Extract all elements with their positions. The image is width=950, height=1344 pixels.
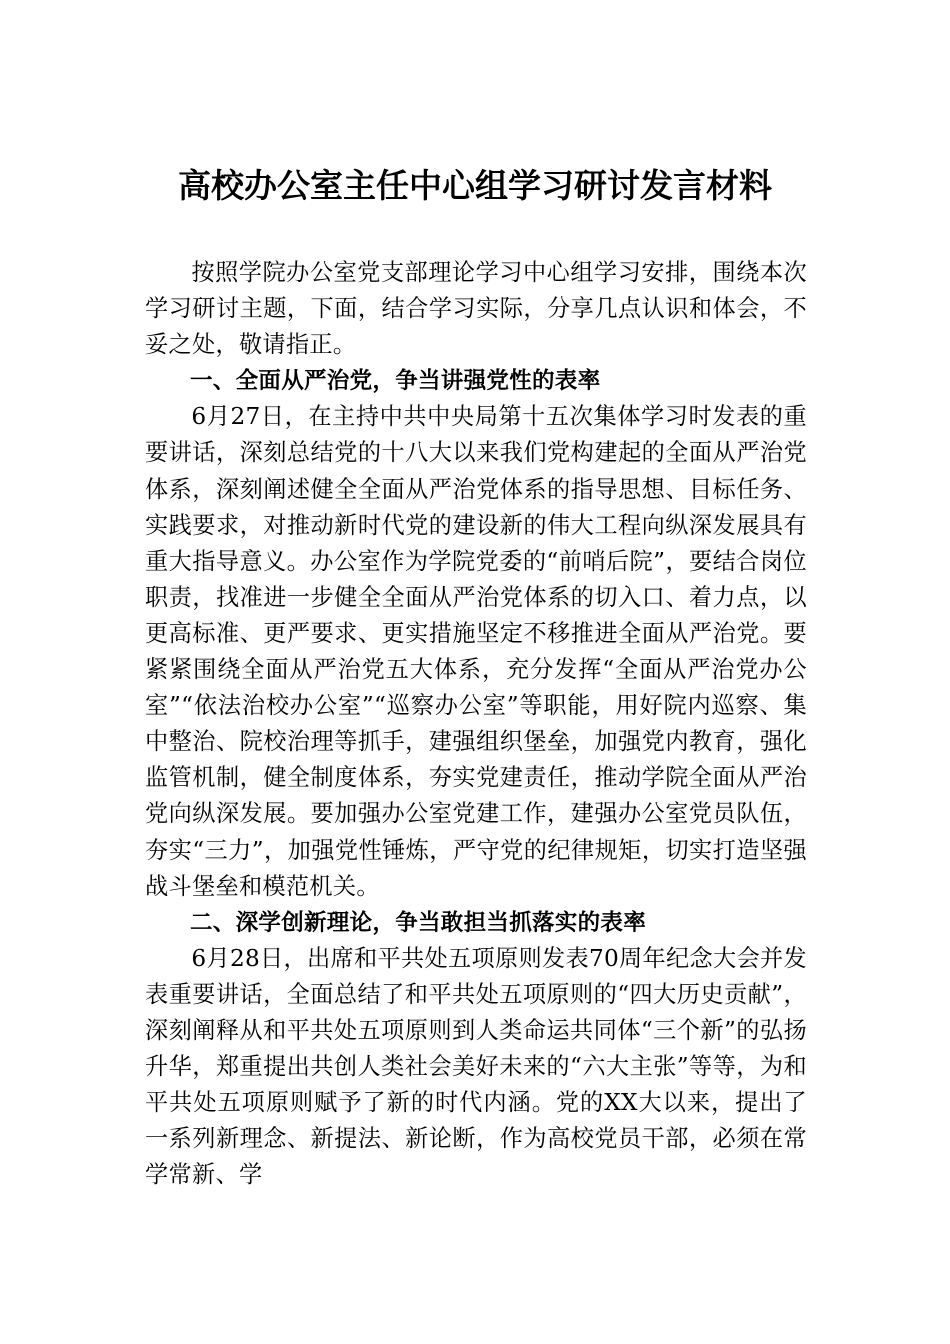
document-body: [145, 255, 807, 1193]
section-1-paragraph: 6月27日，在主持中共中央局第十五次集体学习时发表的重要讲话，深刻总结党的十八大以来我们党构建起的全面从严治党体系，深刻阐述健全全面从严治党体系的指导思想、目标任务、实践要求，对推动新时代党的建设新的伟大工程向纵深发展具有重大指导意义。办公室作为学院党委的“前哨后院”，要结合岗位职责，找准进一步健全全面从严治党体系的切入口、着力点，以更高标准、更严要求、更实措施坚定不移推进全面从严治党。要紧紧围绕全面从严治党五大体系，充分发挥“全面从严治党办公室”“依法治校办公室”“巡察办公室”等职能，用好院内巡察、集中整治、院校治理等抓手，建强组织堡垒，加强党内教育，强化监管机制，健全制度体系，夯实党建责任，推动学院全面从严治党向纵深发展。要加强办公室党建工作，建强办公室党员队伍，夯实“三力”，加强党性锤炼，严守党的纪律规矩，切实打造坚强战斗堡垒和模范机关。: [145, 403, 807, 900]
intro-paragraph: 按照学院办公室党支部理论学习中心组学习安排，围绕本次学习研讨主题，下面，结合学习实际，分享几点认识和体会，不妥之处，敬请指正。: [145, 259, 807, 359]
section-heading-1: 一、全面从严治党，争当讲强党性的表率: [190, 368, 601, 395]
document-title: 高校办公室主任中心组学习研讨发言材料: [178, 166, 772, 205]
section-2-paragraph: 6月28日，出席和平共处五项原则发表70周年纪念大会并发表重要讲话，全面总结了和平共处五项原则的“四大历史贡献”，深刻阐释从和平共处五项原则到人类命运共同体“三个新”的弘扬升华，郑重提出共创人类社会美好未来的“六大主张”等等，为和平共处五项原则赋予了新的时代内涵。党的XX大以来，提出了一系列新理念、新提法、新论断，作为高校党员干部，必须在常学常新、学: [145, 944, 807, 1189]
section-heading-2: 二、深学创新理论，争当敢担当抓落实的表率: [190, 909, 647, 936]
